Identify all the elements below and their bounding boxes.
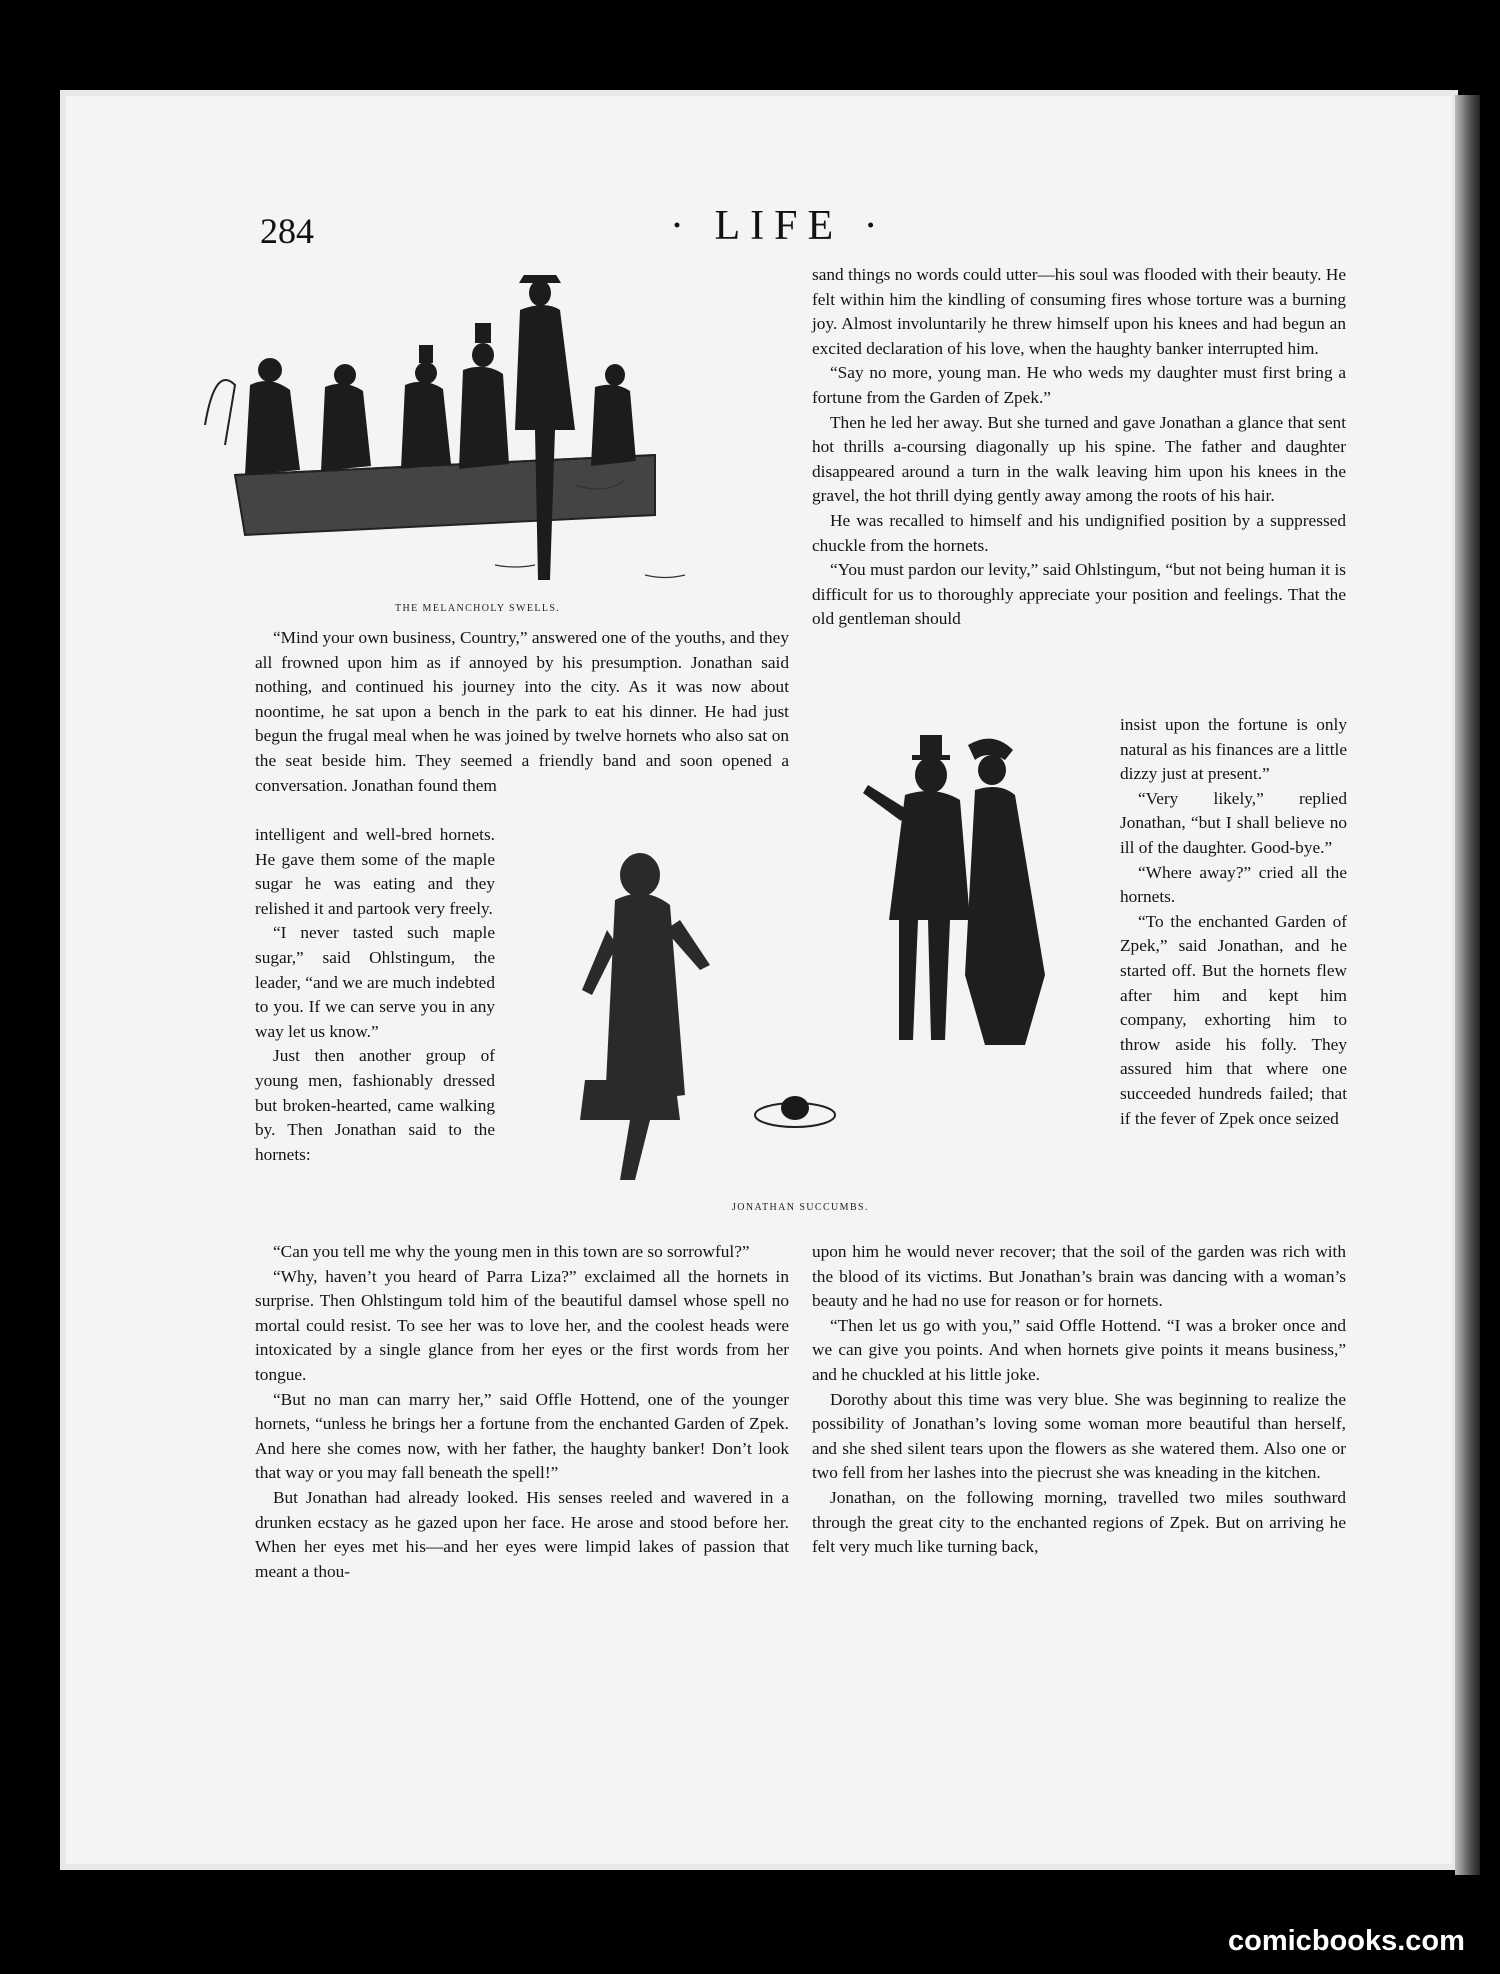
- masthead-title: · LIFE ·: [670, 203, 888, 249]
- paragraph: “I never tasted such maple sugar,” said Ohlstingum, the leader, “and we are much indebted to you. If we can serve you in any way let us know.”: [255, 923, 495, 1041]
- paragraph: “You must pardon our levity,” said Ohlstingum, “but not being human it is difficult for us to thoroughly appreciate your position and feelings. That the old gentleman should: [812, 560, 1346, 629]
- paragraph: sand things no words could utter—his soul was flooded with their beauty. He felt within him the kindling of consuming fires whose torture was a burning joy. Almost involuntarily he threw himself upon his knees and had begun an excited declaration of his love, when the haughty banker interrupted him.: [812, 265, 1346, 358]
- paragraph: “Why, haven’t you heard of Parra Liza?” exclaimed all the hornets in surprise. Then Ohlstingum told him of the beautiful damsel whose spell no mortal could resist. To see her was to love her, and the coolest heads were intoxicated by a single glance from her eyes or the first words from her tongue.: [255, 1266, 789, 1384]
- paragraph: But Jonathan had already looked. His senses reeled and wavered in a drunken ecstacy as he gazed upon her face. He arose and stood before her. When her eyes met his—and her eyes were limpid lakes of passion that meant a thou-: [255, 1487, 789, 1581]
- paragraph: “Mind your own business, Country,” answered one of the youths, and they all frowned upon him as if annoyed by his presumption. Jonathan said nothing, and continued his journey into the city. As it was now about noontime, he sat upon a bench in the park to eat his dinner. He had just begun the frugal meal when he was joined by twelve hornets who also sat on the seat beside him. They seemed a friendly band and soon opened a conversation. Jonathan found them: [255, 628, 789, 795]
- column-left-top: [255, 626, 789, 798]
- paragraph: Dorothy about this time was very blue. She was beginning to realize the possibility of Jonathan’s loving some woman more beautiful than herself, and she shed silent tears upon the flowers as she watered them. Also one or two fell from her lashes into the piecrust she was kneading in the kitchen.: [812, 1389, 1346, 1483]
- paragraph: insist upon the fortune is only natural as his finances are a little dizzy just at present.”: [1120, 715, 1347, 784]
- watermark: comicbooks.com: [1228, 1925, 1465, 1957]
- paragraph: “Then let us go with you,” said Offle Hottend. “I was a broker once and we can give you points. And when hornets give points it means business,” and he chuckled at his little joke.: [812, 1315, 1346, 1384]
- paragraph: “But no man can marry her,” said Offle Hottend, one of the younger hornets, “unless he brings her a fortune from the enchanted Garden of Zpek. And here she comes now, with her father, the haughty banker! Don’t look that way or you may fall beneath the spell!”: [255, 1389, 789, 1483]
- melancholy-swells-illustration: [195, 275, 715, 595]
- caption-jonathan-succumbs: JONATHAN SUCCUMBS.: [732, 1202, 869, 1213]
- paragraph: “Where away?” cried all the hornets.: [1120, 862, 1347, 907]
- jonathan-succumbs-illustration: [515, 850, 845, 1190]
- paragraph: “Can you tell me why the young men in this town are so sorrowful?”: [273, 1242, 750, 1261]
- paragraph: Then he led her away. But she turned and gave Jonathan a glance that sent hot thrills a-coursing diagonally up his spine. The father and daughter disappeared around a turn in the walk leaving him upon his knees in the gravel, the hot thrill dying gently away among the roots of his hair.: [812, 412, 1346, 506]
- paragraph: “To the enchanted Garden of Zpek,” said Jonathan, and he started off. But the hornets flew after him and kept him company, exhorting him to throw aside his folly. They assured him that where one succeeded hundreds failed; that if the fever of Zpek once seized: [1120, 911, 1347, 1128]
- page-number: 284: [260, 211, 314, 251]
- column-right-narrow: [1120, 713, 1347, 1131]
- paragraph: upon him he would never recover; that the soil of the garden was rich with the blood of its victims. But Jonathan’s brain was dancing with a woman’s beauty and he had no use for reason or for hornets.: [812, 1242, 1346, 1311]
- paragraph: intelligent and well-bred hornets. He gave them some of the maple sugar he was eating and they relished it and partook very freely.: [255, 825, 495, 918]
- paragraph: Just then another group of young men, fashionably dressed but broken-hearted, came walking by. Then Jonathan said to the hornets:: [255, 1046, 495, 1164]
- paragraph: He was recalled to himself and his undignified position by a suppressed chuckle from the hornets.: [812, 510, 1346, 555]
- book-spine: [1455, 95, 1480, 1875]
- paragraph: Jonathan, on the following morning, travelled two miles southward through the great city to the enchanted regions of Zpek. But on arriving he felt very much like turning back,: [812, 1487, 1346, 1557]
- caption-melancholy-swells: THE MELANCHOLY SWELLS.: [395, 603, 561, 614]
- column-right-bottom: [812, 1240, 1346, 1560]
- column-right-top: [812, 263, 1346, 632]
- column-left-narrow: [255, 823, 495, 1167]
- banker-and-daughter-illustration: [850, 735, 1100, 1055]
- paragraph: “Very likely,” replied Jonathan, “but I shall believe no ill of the daughter. Good-bye.”: [1120, 788, 1347, 857]
- paragraph: “Say no more, young man. He who weds my daughter must first bring a fortune from the Garden of Zpek.”: [812, 363, 1346, 407]
- column-left-bottom: [255, 1240, 789, 1584]
